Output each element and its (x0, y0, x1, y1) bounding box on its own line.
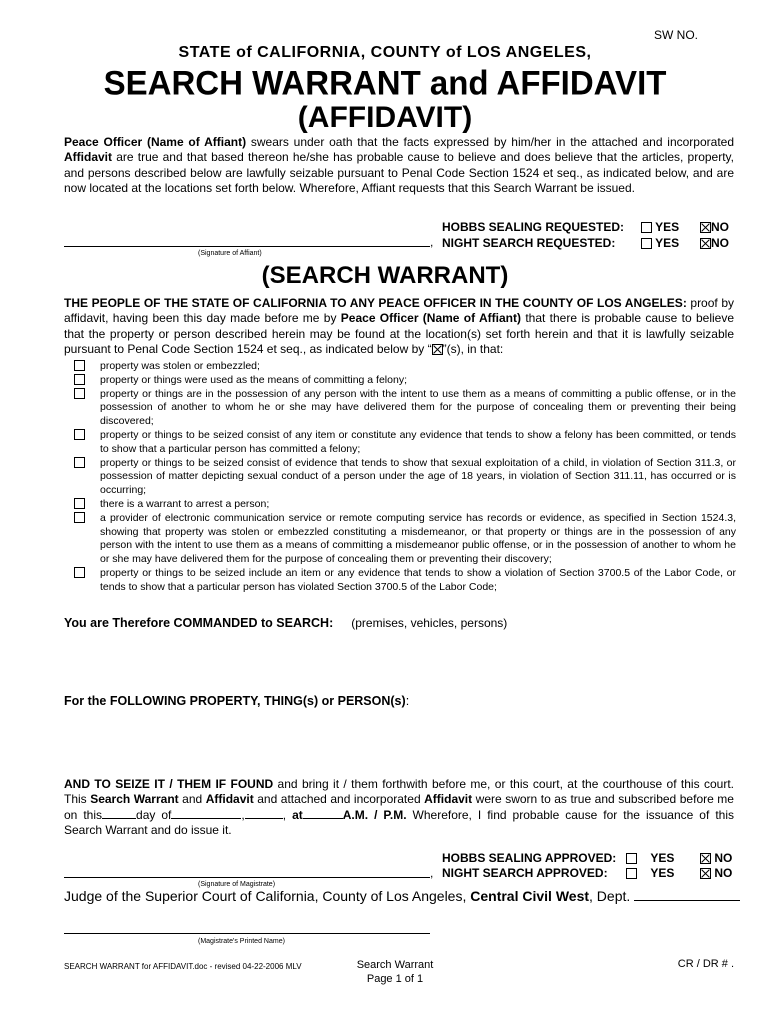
hobbs-approved-no-checkbox[interactable] (700, 853, 711, 864)
ground-checkbox[interactable] (74, 457, 85, 468)
dept-blank[interactable] (634, 900, 740, 901)
hobbs-requested-yes-checkbox[interactable] (641, 222, 652, 233)
day-blank[interactable] (102, 818, 136, 819)
ground-item (74, 512, 736, 567)
magistrate-signature-line[interactable] (64, 877, 430, 878)
night-approved-yes-checkbox[interactable] (626, 868, 637, 879)
year-blank[interactable] (245, 818, 283, 819)
property-description-field[interactable] (64, 712, 734, 772)
ground-item (74, 388, 736, 429)
ground-text: property or things to be seized consist of evidence that tends to show that sexual exploitation of a child, in violation of Section 311.3, or possession of matter depicting sexual conduct of a person under the age of 18 years, in violation of Section 311.11, has occurred or is occurring; (100, 456, 736, 497)
search-warrant-heading: (SEARCH WARRANT) (261, 262, 509, 289)
ground-text: there is a warrant to arrest a person; (100, 497, 270, 510)
warrant-paragraph: THE PEOPLE OF THE STATE OF CALIFORNIA TO ANY PEACE OFFICER IN THE COUNTY OF LOS ANGELES: proof by affidavit, having been this day made before me by Peace Officer (Name of Affiant) that there is probable cause to believe that the property or person described herein may be found at the location(s) set forth herein and that it is lawfully seizable pursuant to Penal Code Section 1524 et seq., as indicated below by “ ”(s), in that: (64, 296, 735, 356)
command-search-line: You are Therefore COMMANDED to SEARCH: (premises, vehicles, persons) (64, 616, 508, 630)
hobbs-sealing-approved-label: HOBBS SEALING APPROVED: (442, 851, 617, 865)
ground-checkbox[interactable] (74, 374, 85, 385)
ground-item (74, 429, 736, 457)
ground-item (74, 360, 736, 374)
night-requested-no-checkbox[interactable] (700, 238, 711, 249)
night-approved-no-checkbox[interactable] (700, 868, 711, 879)
ground-text: property or things to be seized consist of any item or constitute any evidence that tends to show a felony has been committed, or tends to show that a particular person has committed a felony; (100, 428, 736, 455)
time-blank[interactable] (303, 818, 343, 819)
footer-center: Search Warrant Page 1 of 1 (356, 959, 434, 985)
grounds-list (74, 360, 736, 595)
ground-item (74, 374, 736, 388)
footer-case-number: CR / DR # . (677, 958, 734, 970)
affidavit-heading: (AFFIDAVIT) (297, 101, 473, 134)
ground-text: a provider of electronic communication service or remote computing service has records or evidence, as specified in Section 1524.3, showing that property was stolen or embezzled constituting a misdemeanor, or that property or things are in the possession of any person with the intent to use them as a means of committing a misdemeanor public offense, or in the possession of another to whom he or she may have delivered them for the purpose of concealing them or preventing their discovery; (100, 511, 736, 566)
affiant-signature-caption: (Signature of Affiant) (198, 250, 262, 257)
ground-text: property or things were used as the means of committing a felony; (100, 373, 407, 386)
night-approved-no[interactable]: NO (700, 866, 732, 880)
magistrate-printed-name-caption: (Magistrate's Printed Name) (198, 938, 285, 945)
hobbs-requested-yes[interactable]: YES (641, 220, 679, 234)
magistrate-printed-name-line[interactable] (64, 933, 430, 934)
seize-paragraph: AND TO SEIZE IT / THEM IF FOUND and bring it / them forthwith before me, or this court, at the courthouse of this court. This Search Warrant and Affidavit and attached and incorporated Affidavit were sworn to as true and subscribed before me on this day of , , at A.M. / P.M. Wherefore, I find probable cause for the issuance of this Search Warrant and do issue it. (64, 777, 734, 837)
property-heading: For the FOLLOWING PROPERTY, THING(s) or PERSON(s): (64, 694, 410, 708)
affiant-signature-line[interactable] (64, 246, 430, 247)
ground-checkbox[interactable] (74, 388, 85, 399)
night-search-approved-label: NIGHT SEARCH APPROVED: (442, 866, 608, 880)
judge-line: Judge of the Superior Court of California, County of Los Angeles, Central Civil West, Dept. (64, 888, 740, 904)
magistrate-signature-caption: (Signature of Magistrate) (198, 881, 276, 888)
search-locations-field[interactable] (64, 640, 734, 686)
ground-text: property was stolen or embezzled; (100, 360, 260, 372)
state-county-heading: STATE of CALIFORNIA, COUNTY of LOS ANGELES, (178, 44, 592, 61)
hobbs-approved-yes[interactable]: YES (626, 851, 674, 865)
night-requested-yes-checkbox[interactable] (641, 238, 652, 249)
hobbs-approved-yes-checkbox[interactable] (626, 853, 637, 864)
document-title: SEARCH WARRANT and AFFIDAVIT (103, 63, 667, 102)
ground-text: property or things to be seized include an item or any evidence that tends to show a violation of Section 3700.5 of the Labor Code, or tends to show that a particular person has violated Section 3700.5 of the Labor Code; (100, 566, 736, 593)
night-requested-no[interactable]: NO (700, 236, 729, 250)
ground-checkbox[interactable] (74, 429, 85, 440)
hobbs-requested-no-checkbox[interactable] (700, 222, 711, 233)
ground-text: property or things are in the possession of any person with the intent to use them as a means of committing a public offense, or in the possession of another to whom he or she may have delivered them for the purpose of concealing them or preventing their being discovered; (100, 387, 736, 428)
night-search-requested-label: NIGHT SEARCH REQUESTED: (442, 236, 616, 250)
ground-item (74, 457, 736, 498)
ground-item (74, 567, 736, 595)
checked-box-icon (432, 344, 443, 355)
affiant-name-label: Peace Officer (Name of Affiant) (64, 135, 247, 149)
ground-checkbox[interactable] (74, 512, 85, 523)
affidavit-paragraph: Peace Officer (Name of Affiant) swears under oath that the facts expressed by him/her in the attached and incorporated Affidavit are true and that based thereon he/she has probable cause to believe and does believe that the articles, property, and persons described below are lawfully seizable pursuant to Penal Code Section 1524 et seq., as indicated below, and are now located at the locations set forth below. Wherefore, Affiant requests that this Search Warrant be issued. (64, 135, 734, 195)
hobbs-requested-no[interactable]: NO (700, 220, 729, 234)
ground-item (74, 498, 736, 512)
footer-file-info: SEARCH WARRANT for AFFIDAVIT.doc - revised 04-22-2006 MLV (64, 962, 302, 971)
sw-number-label: SW NO. (654, 28, 698, 42)
month-blank[interactable] (171, 818, 241, 819)
ground-checkbox[interactable] (74, 567, 85, 578)
ground-checkbox[interactable] (74, 360, 85, 371)
night-approved-yes[interactable]: YES (626, 866, 674, 880)
hobbs-sealing-requested-label: HOBBS SEALING REQUESTED: (442, 220, 625, 234)
hobbs-approved-no[interactable]: NO (700, 851, 732, 865)
night-requested-yes[interactable]: YES (641, 236, 679, 250)
ground-checkbox[interactable] (74, 498, 85, 509)
